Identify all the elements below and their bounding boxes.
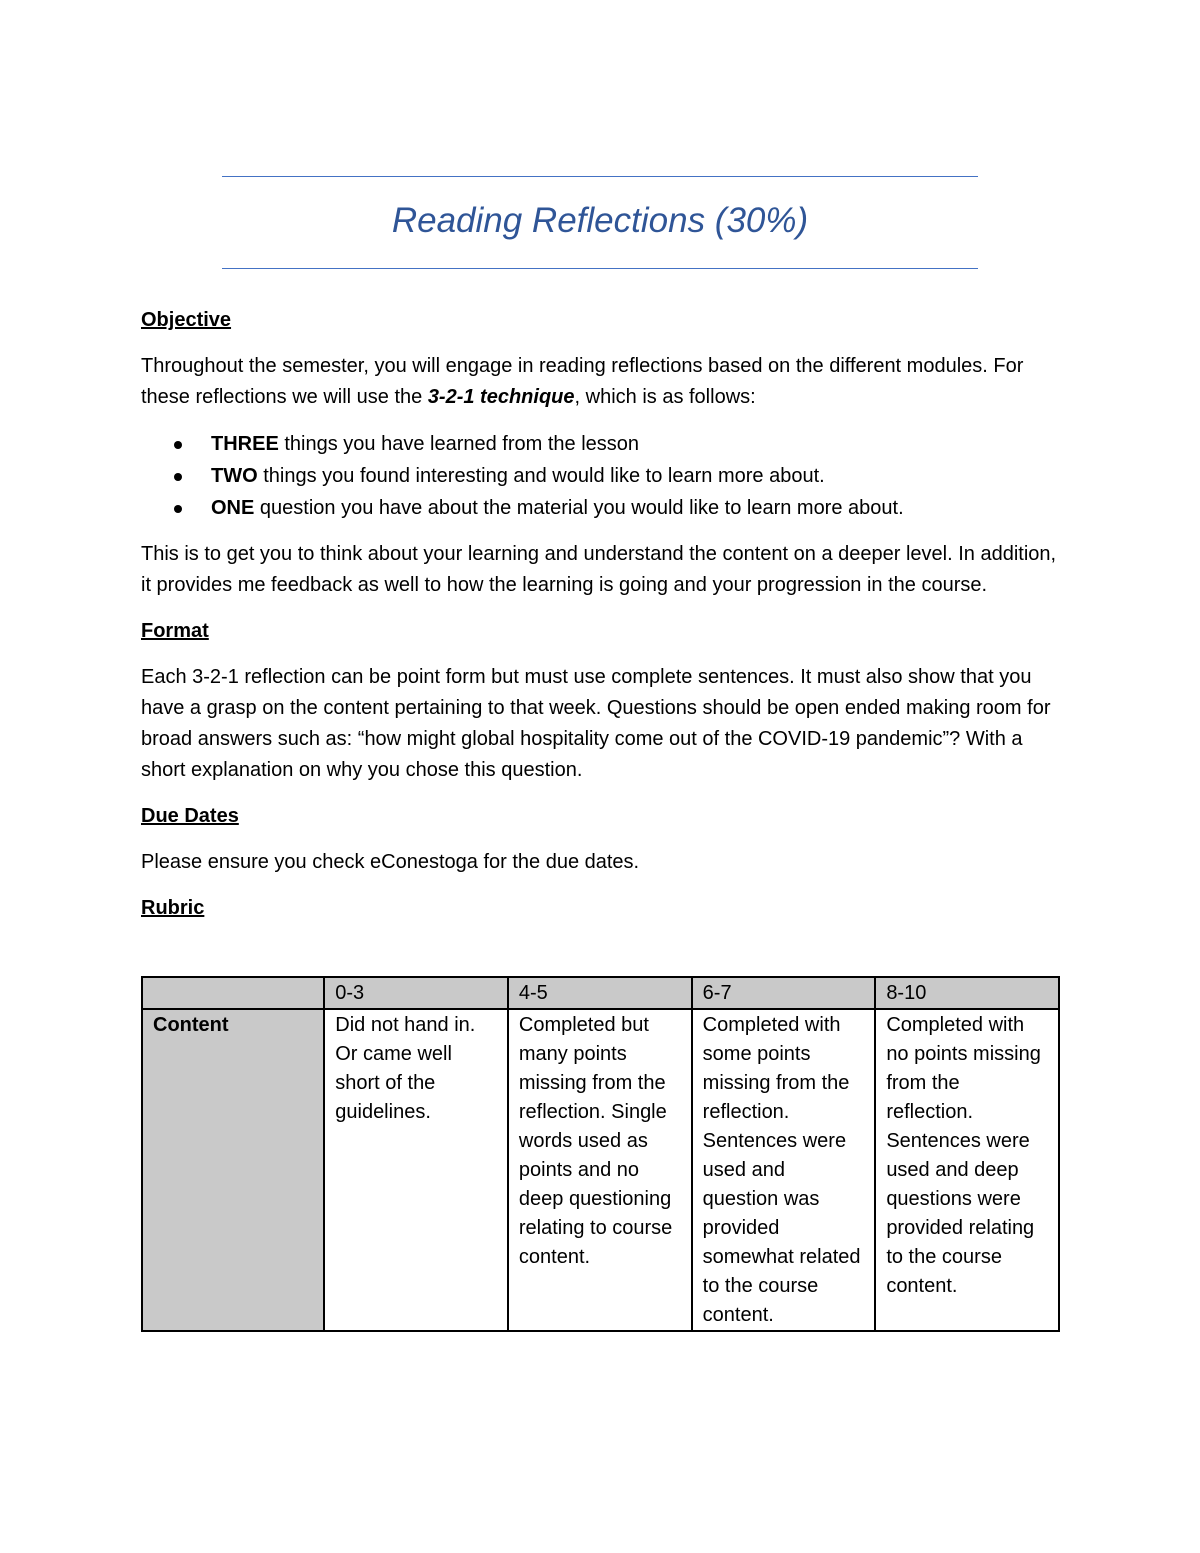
title-top-rule	[222, 176, 978, 177]
rubric-cell: Completed with some points missing from the reflection. Sentences were used and question was provided somewhat related to the course content.	[692, 1009, 876, 1331]
page-title: Reading Reflections (30%)	[391, 201, 809, 240]
rubric-table	[141, 976, 1060, 1332]
list-item	[211, 460, 1061, 492]
objective-intro-text: Throughout the semester, you will engage in reading reflections based on the different modules. For these reflections we will use the	[141, 355, 1024, 408]
objective-closing: This is to get you to think about your learning and understand the content on a deeper level. In addition, it provides me feedback as well to how the learning is going and your progression in the course.	[141, 543, 1057, 596]
rubric-heading: Rubric	[141, 897, 205, 919]
rubric-header-row	[142, 977, 1059, 1009]
format-text: Each 3-2-1 reflection can be point form but must use complete sentences. It must also show that you have a grasp on the content pertaining to that week. Questions should be open ended making room for broad answers such as: “how might global hospitality come out of the COVID-19 pandemic”? With a short explanation on why you chose this question.	[141, 666, 1051, 781]
list-item-text: question you have about the material you would like to learn more about.	[254, 497, 904, 519]
list-item-text: things you have learned from the lesson	[278, 433, 640, 455]
list-item-lead: TWO	[211, 465, 258, 487]
technique-list	[141, 428, 1061, 524]
rubric-header-cell: 8-10	[875, 977, 1059, 1009]
objective-heading: Objective	[141, 309, 232, 331]
list-item-text: things you found interesting and would like to learn more about.	[257, 465, 825, 487]
table-row	[142, 1009, 1059, 1331]
rubric-cell: Completed with no points missing from the reflection. Sentences were used and deep questions were provided relating to the course content.	[875, 1009, 1059, 1331]
rubric-header-cell: 0-3	[324, 977, 508, 1009]
rubric-header-cell: 6-7	[692, 977, 876, 1009]
objective-intro-text-end: , which is as follows:	[574, 386, 756, 408]
format-heading: Format	[141, 620, 209, 642]
document-body	[141, 305, 1061, 939]
rubric-header-corner	[142, 977, 324, 1009]
list-item	[211, 492, 1061, 524]
due-dates-heading: Due Dates	[141, 805, 239, 827]
rubric-cell: Completed but many points missing from the reflection. Single words used as points and no deep questioning relating to course content.	[508, 1009, 692, 1331]
rubric-row-label: Content	[142, 1009, 324, 1331]
technique-name: 3-2-1 technique	[427, 386, 575, 408]
title-bottom-rule	[222, 268, 978, 269]
list-item-lead: THREE	[211, 433, 279, 455]
rubric-cell: Did not hand in. Or came well short of the guidelines.	[324, 1009, 508, 1331]
list-item	[211, 428, 1061, 460]
list-item-lead: ONE	[211, 497, 255, 519]
due-dates-text: Please ensure you check eConestoga for the due dates.	[141, 851, 640, 873]
objective-intro	[141, 351, 1061, 413]
rubric-header-cell: 4-5	[508, 977, 692, 1009]
